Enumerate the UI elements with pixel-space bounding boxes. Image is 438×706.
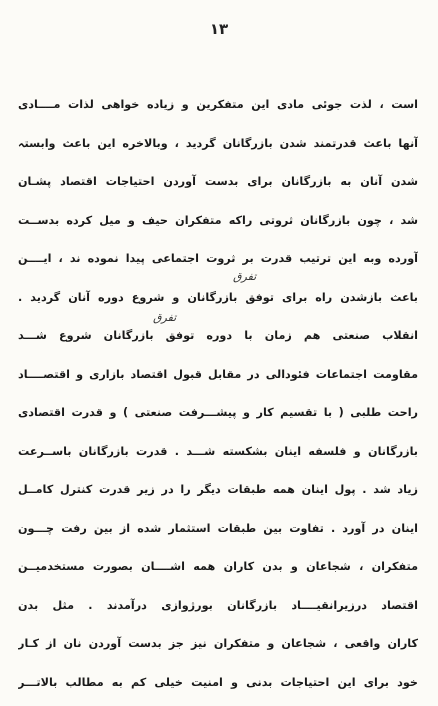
text-line: شد ، چون بازرگانان ثروتی راکه متفکران حیف و میل کرده بدســت	[18, 213, 418, 227]
text-line: راحت طلبی ( با تقسیم کار و پیشـــرفت صنعتی ) و قدرت اقتصادی	[18, 406, 418, 419]
page-number: ۱۳	[209, 20, 229, 38]
text-line: بازرگانان و فلسفه اینان بشکسته شـــد . قدرت بازرگانان باســرعت	[18, 444, 418, 458]
text-line: مقاومت اجتماعات فئودالی در مقابل قبول اقتصاد بازاری و اقتصــــاد	[18, 367, 418, 381]
text-line: انقلاب صنعتی هم زمان با دوره توفق بازرگانان شروع شـــد	[18, 329, 418, 342]
text-line: متفکران ، شجاعان و بدن کاران همه اشــــان بصورت مستخدمیــن	[18, 560, 418, 573]
text-line: اینان در آورد . تفاوت بین طبقات استثمار شده از بین رفت چـــون	[18, 521, 418, 535]
text-line: باعث بازشدن راه برای توفق بازرگانان و شروع دوره آنان گردید .	[18, 290, 418, 304]
text-line: زیاد شد . پول اینان همه طبقات دیگر را در زیر قدرت کنترل کامــل	[18, 483, 418, 496]
text-line: آورده وبه این ترتیب قدرت بر ثروت اجتماعی پیدا نموده ند ، ایــــن	[18, 252, 418, 265]
body-text	[18, 86, 418, 702]
handwritten-annotation: تفرق	[233, 270, 257, 283]
text-line: است ، لذت جوئی مادی این متفکرین و زیاده خواهی لذات مــــادی	[18, 98, 418, 111]
text-line: کاران واقعی ، شجاعان و متفکران نیز جز بدست آوردن نان از کـار	[18, 637, 418, 650]
text-line: اقتصاد درزیرانقیــــاد بازرگانان بورژوازی درآمدند . مثل بدن	[18, 598, 418, 612]
handwritten-annotation: تفرق	[153, 311, 177, 324]
text-line: شدن آنان به بازرگانان برای بدست آوردن احتیاجات اقتصاد پشـان	[18, 175, 418, 188]
text-line: خود برای این احتیاجات بدنی و امنیت خیلی کم به مطالب بالاتـــر	[18, 675, 418, 689]
text-line: آنها باعث قدرتمند شدن بازرگانان گردید ، وبالاخره این باعث وابستہ	[18, 136, 418, 150]
